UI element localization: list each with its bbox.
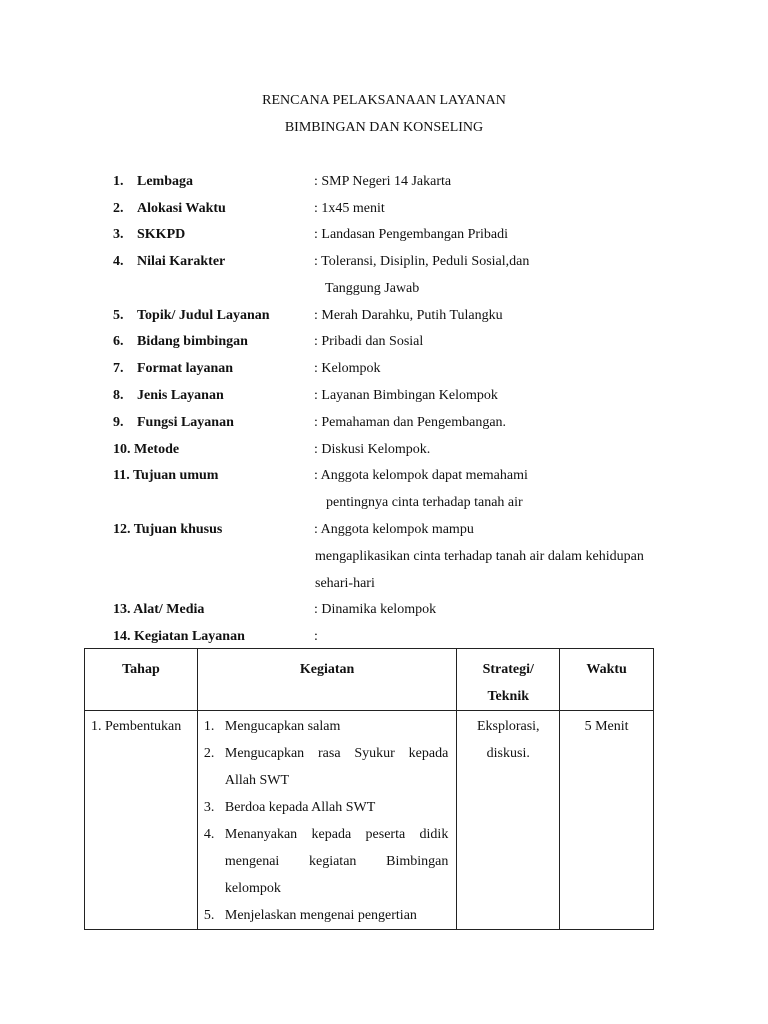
document-title-line1: RENCANA PELAKSANAAN LAYANAN (262, 93, 506, 108)
info-row-metode (0, 442, 768, 462)
item-number: 3. (203, 800, 215, 815)
info-value: : Toleransi, Disiplin, Peduli Sosial,dan (314, 254, 530, 269)
item-number: 4. (203, 827, 215, 842)
strategy-line1: Eksplorasi, (476, 719, 540, 734)
info-label: Jenis Layanan (137, 388, 224, 403)
info-value: : Pribadi dan Sosial (314, 334, 424, 349)
info-row-nilai-karakter-cont (0, 281, 768, 301)
header-waktu-label: Waktu (586, 662, 627, 677)
info-row-kegiatan-layanan (0, 629, 768, 649)
header-strategi-line1: Strategi/ (482, 662, 534, 677)
document-title-line2: BIMBINGAN DAN KONSELING (284, 120, 484, 135)
info-row-bidang-bimbingan (0, 334, 768, 354)
info-label: Topik/ Judul Layanan (137, 308, 270, 323)
header-strategi-label (457, 649, 559, 710)
info-value: : (314, 629, 318, 644)
info-value: : Merah Darahku, Putih Tulangku (314, 308, 503, 323)
info-number: 4. (113, 254, 124, 269)
info-value: : Landasan Pengembangan Pribadi (314, 227, 509, 242)
header-waktu (560, 649, 654, 711)
item-text: Mengucapkan rasa Syukur kepada Allah SWT (224, 746, 449, 788)
info-row-tujuan-khusus (0, 522, 768, 542)
info-number: 7. (113, 361, 124, 376)
table-header-row (85, 649, 654, 711)
list-item (198, 713, 448, 740)
info-number: 5. (113, 308, 124, 323)
info-value-continuation: mengaplikasikan cinta terhadap tanah air dalam kehidupan (315, 549, 644, 564)
duration-value: 5 Menit (584, 719, 629, 734)
info-row-jenis-layanan (0, 388, 768, 408)
info-value: : Kelompok (314, 361, 381, 376)
info-value: : Anggota kelompok dapat memahami (314, 468, 528, 483)
item-number: 2. (203, 746, 215, 761)
info-label: 10. Metode (113, 442, 180, 457)
item-text: Berdoa kepada Allah SWT (224, 800, 376, 815)
cell-waktu (560, 711, 654, 930)
item-text: Menjelaskan mengenai pengertian (224, 908, 417, 923)
table-row (85, 711, 654, 930)
info-value: : Dinamika kelompok (314, 602, 437, 617)
activity-list (198, 713, 456, 929)
info-label: Alokasi Waktu (137, 201, 226, 216)
info-value: : Layanan Bimbingan Kelompok (314, 388, 498, 403)
stage-label: 1. Pembentukan (91, 719, 182, 734)
info-label: 13. Alat/ Media (113, 602, 205, 617)
item-text: Mengucapkan salam (224, 719, 341, 734)
info-value: : Pemahaman dan Pengembangan. (314, 415, 507, 430)
info-row-lembaga (0, 174, 768, 194)
info-label: Lembaga (137, 174, 193, 189)
list-item (198, 794, 448, 821)
info-number: 3. (113, 227, 124, 242)
info-number: 9. (113, 415, 124, 430)
info-row-skkpd (0, 227, 768, 247)
info-label: Format layanan (137, 361, 234, 376)
info-label: Bidang bimbingan (137, 334, 248, 349)
info-label: Fungsi Layanan (137, 415, 234, 430)
item-number: 1. (203, 719, 215, 734)
info-row-fungsi-layanan (0, 415, 768, 435)
info-row-topik (0, 308, 768, 328)
info-number: 1. (113, 174, 124, 189)
info-value-continuation: pentingnya cinta terhadap tanah air (326, 495, 523, 510)
info-value: : Diskusi Kelompok. (314, 442, 431, 457)
info-row-tujuan-khusus-cont2 (0, 576, 768, 596)
cell-tahap (85, 711, 198, 930)
info-row-tujuan-khusus-cont (0, 549, 768, 569)
info-value: : Anggota kelompok mampu (314, 522, 474, 537)
info-value: : SMP Negeri 14 Jakarta (314, 174, 452, 189)
item-number: 5. (203, 908, 215, 923)
info-row-tujuan-umum-cont (0, 495, 768, 515)
info-label: 12. Tujuan khusus (113, 522, 223, 537)
cell-strategi (457, 711, 560, 930)
info-number: 2. (113, 201, 124, 216)
info-number: 6. (113, 334, 124, 349)
info-row-alokasi-waktu (0, 201, 768, 221)
info-value-continuation: sehari-hari (315, 576, 375, 591)
info-label: 14. Kegiatan Layanan (113, 629, 245, 644)
header-strategi-line2: Teknik (487, 689, 529, 704)
header-strategi (457, 649, 560, 711)
info-value-continuation: Tanggung Jawab (325, 281, 420, 296)
list-item (198, 902, 448, 929)
header-kegiatan-label: Kegiatan (299, 662, 355, 677)
list-item (198, 740, 448, 794)
info-label: SKKPD (137, 227, 186, 242)
item-text: Menanyakan kepada peserta didik mengenai kegiatan Bimbingan kelompok (224, 827, 449, 896)
info-label: 11. Tujuan umum (113, 468, 219, 483)
activity-table (84, 648, 654, 930)
list-item (198, 821, 448, 902)
info-row-tujuan-umum (0, 468, 768, 488)
header-tahap-label: Tahap (122, 662, 160, 677)
info-row-nilai-karakter (0, 254, 768, 274)
strategy-line2: diskusi. (486, 746, 530, 761)
info-label: Nilai Karakter (137, 254, 226, 269)
cell-kegiatan (197, 711, 456, 930)
info-row-alat-media (0, 602, 768, 622)
info-value: : 1x45 menit (314, 201, 385, 216)
header-tahap (85, 649, 198, 711)
info-number: 8. (113, 388, 124, 403)
header-kegiatan (197, 649, 456, 711)
info-row-format-layanan (0, 361, 768, 381)
